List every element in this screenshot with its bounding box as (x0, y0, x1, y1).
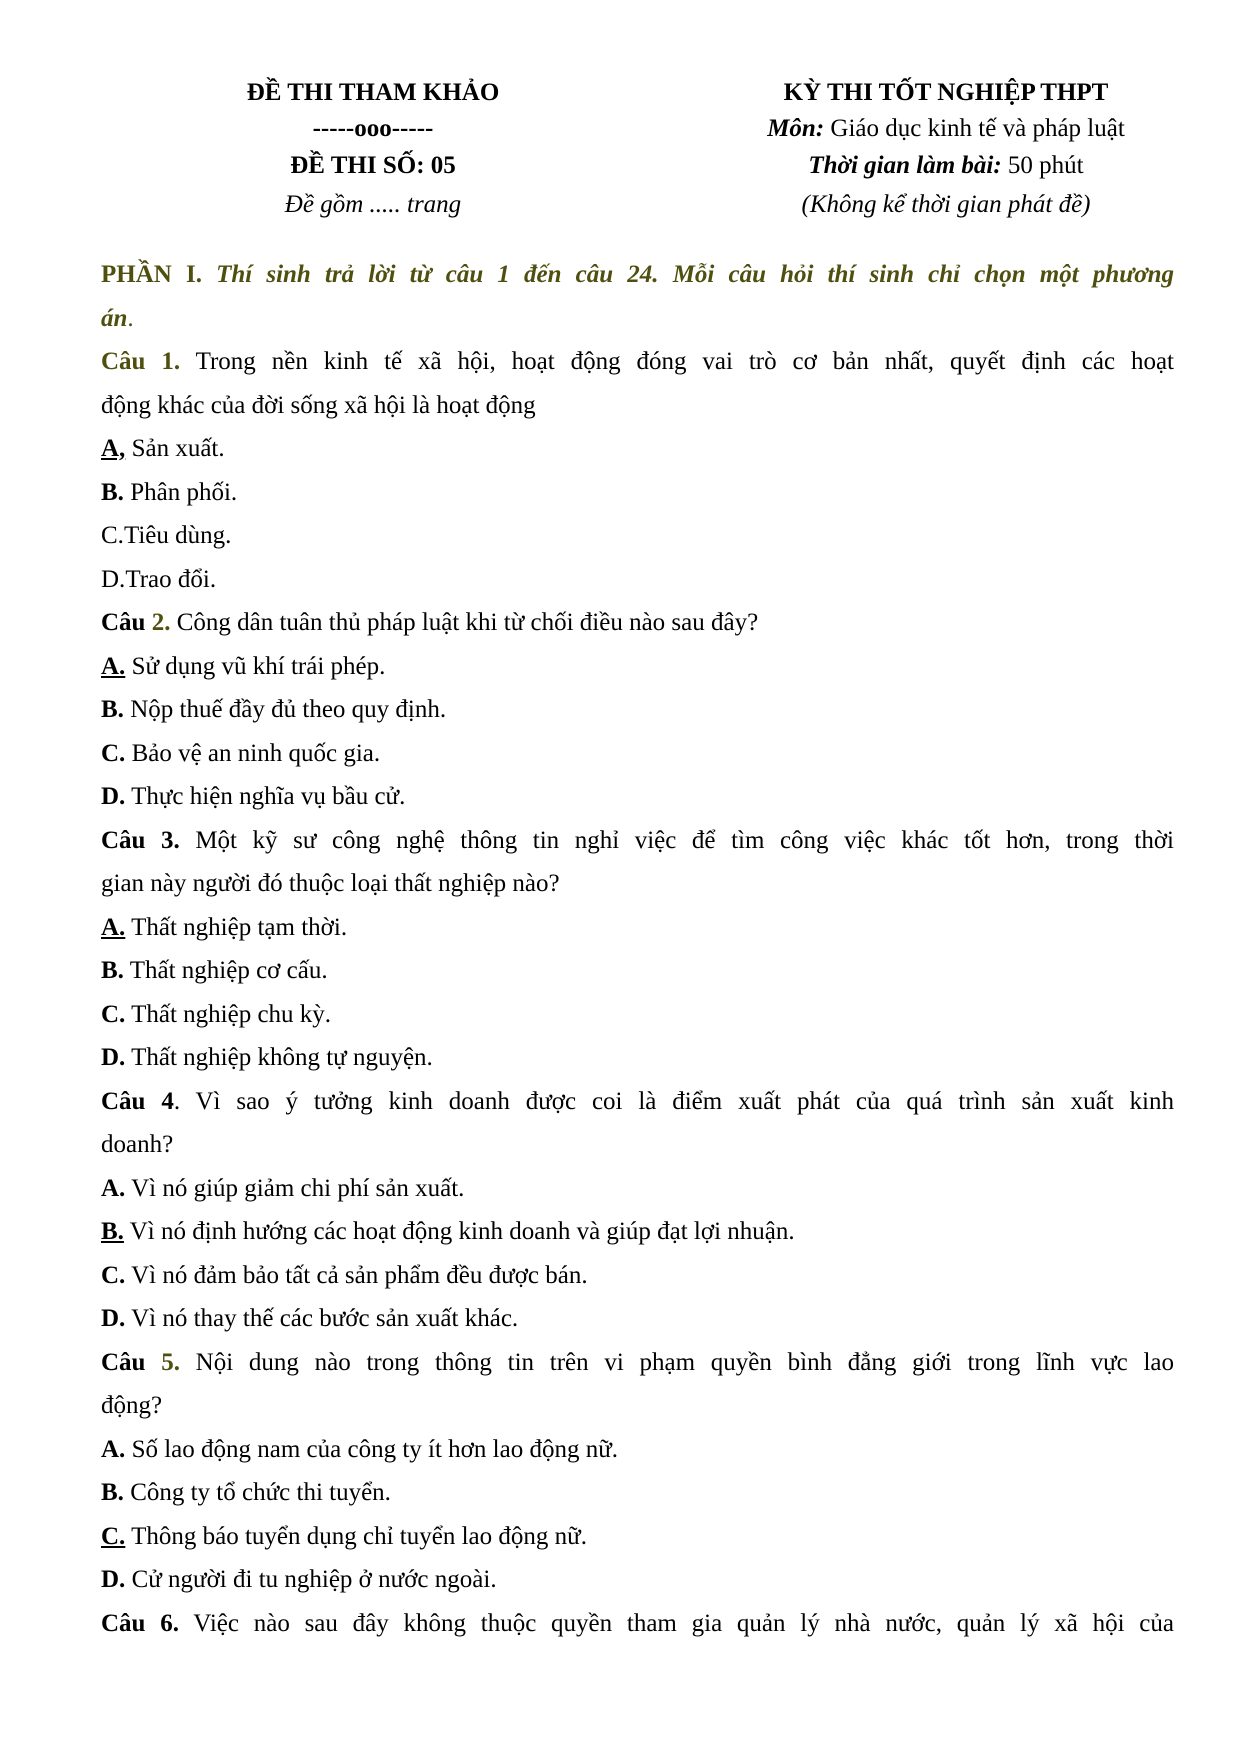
question-5-option-c[interactable]: C. Thông báo tuyển dụng chỉ tuyển lao động nữ. (101, 1522, 587, 1550)
question-3-stem: Câu 3. Một kỹ sư công nghệ thông tin nghỉ việc để tìm công việc khác tốt hơn, trong thời (101, 826, 1174, 854)
question-4-option-d[interactable]: D. Vì nó thay thế các bước sản xuất khác. (101, 1305, 519, 1332)
question-1-stem-cont: động khác của đời sống xã hội là hoạt động (101, 391, 536, 419)
time-label: Thời gian làm bài: (808, 152, 1002, 179)
question-2-option-c[interactable]: C. Bảo vệ an ninh quốc gia. (101, 739, 381, 767)
question-5-option-b[interactable]: B. Công ty tổ chức thi tuyển. (101, 1479, 391, 1506)
question-5-stem: Câu 5. Nội dung nào trong thông tin trên vi phạm quyền bình đẳng giới trong lĩnh vực lao (101, 1348, 1174, 1376)
question-3-option-b[interactable]: B. Thất nghiệp cơ cấu. (101, 957, 328, 984)
question-1-option-c[interactable]: C.Tiêu dùng. (101, 522, 232, 549)
question-6-label: Câu 6. (101, 1609, 179, 1637)
question-4-label: Câu 4 (101, 1087, 174, 1115)
question-2-option-b[interactable]: B. Nộp thuế đầy đủ theo quy định. (101, 696, 447, 723)
exam-number: ĐỀ THI SỐ: 05 (290, 152, 456, 179)
time-line (666, 151, 1226, 181)
left-divider: -----ooo----- (312, 115, 434, 142)
section-instruction (101, 253, 1174, 297)
subject-value: Giáo dục kinh tế và pháp luật (830, 115, 1125, 142)
question-5-option-d[interactable]: D. Cử người đi tu nghiệp ở nước ngoài. (101, 1566, 497, 1593)
question-3-label: Câu 3. (101, 826, 180, 854)
section-instruction-highlight: một phương (1039, 261, 1175, 288)
question-3-stem-cont: gian này người đó thuộc loại thất nghiệp nào? (101, 870, 560, 897)
question-3-option-c[interactable]: C. Thất nghiệp chu kỳ. (101, 1000, 332, 1028)
question-5-label-num: 5. (161, 1348, 180, 1376)
question-1-option-a[interactable]: A, Sản xuất. (101, 435, 225, 462)
question-1-label: Câu 1. (101, 348, 181, 375)
section-label: PHẦN I. (101, 261, 202, 288)
question-3-option-a[interactable]: A. Thất nghiệp tạm thời. (101, 913, 348, 941)
question-4-option-a[interactable]: A. Vì nó giúp giảm chi phí sản xuất. (101, 1174, 465, 1202)
right-title: KỲ THI TỐT NGHIỆP THPT (783, 79, 1109, 106)
question-2-label-num: 2. (151, 609, 171, 636)
time-value: 50 phút (1007, 152, 1084, 179)
question-5-label-word: Câu (101, 1348, 146, 1376)
question-5-option-a[interactable]: A. Số lao động nam của công ty ít hơn lao động nữ. (101, 1435, 618, 1463)
question-4-stem: Câu 4. Vì sao ý tưởng kinh doanh được coi là điểm xuất phát của quá trình sản xuất kinh (101, 1087, 1174, 1115)
time-note: (Không kể thời gian phát đề) (801, 191, 1091, 218)
left-title: ĐỀ THI THAM KHẢO (246, 79, 500, 106)
question-1-option-d[interactable]: D.Trao đổi. (101, 565, 217, 593)
pages-note: Đề gồm ..... trang (284, 191, 462, 218)
question-2-option-d[interactable]: D. Thực hiện nghĩa vụ bầu cử. (101, 783, 406, 810)
section-instruction-text: Thí sinh trả lời từ câu 1 đến câu 24. Mỗi câu hỏi thí sinh chỉ chọn (216, 261, 1026, 288)
question-3-option-d[interactable]: D. Thất nghiệp không tự nguyện. (101, 1044, 433, 1071)
exam-body (101, 253, 1174, 1645)
question-4-option-b[interactable]: B. Vì nó định hướng các hoạt động kinh doanh và giúp đạt lợi nhuận. (101, 1218, 795, 1245)
question-2-option-a[interactable]: A. Sử dụng vũ khí trái phép. (101, 652, 386, 680)
subject-label: Môn: (767, 115, 825, 142)
question-1-stem: Câu 1. Trong nền kinh tế xã hội, hoạt động đóng vai trò cơ bản nhất, quyết định các hoạt (101, 348, 1174, 375)
question-4-stem-cont: doanh? (101, 1131, 174, 1158)
question-5-stem-cont: động? (101, 1392, 163, 1419)
question-2-stem: Câu 2. Công dân tuân thủ pháp luật khi từ chối điều nào sau đây? (101, 609, 759, 636)
subject-line (666, 114, 1226, 144)
section-instruction-end: án. (101, 304, 134, 332)
question-2-label-word: Câu (101, 609, 146, 636)
question-4-option-c[interactable]: C. Vì nó đảm bảo tất cả sản phẩm đều được bán. (101, 1261, 588, 1289)
question-6-stem: Câu 6. Việc nào sau đây không thuộc quyền tham gia quản lý nhà nước, quản lý xã hội của (101, 1609, 1174, 1637)
question-1-option-b[interactable]: B. Phân phối. (101, 478, 238, 506)
